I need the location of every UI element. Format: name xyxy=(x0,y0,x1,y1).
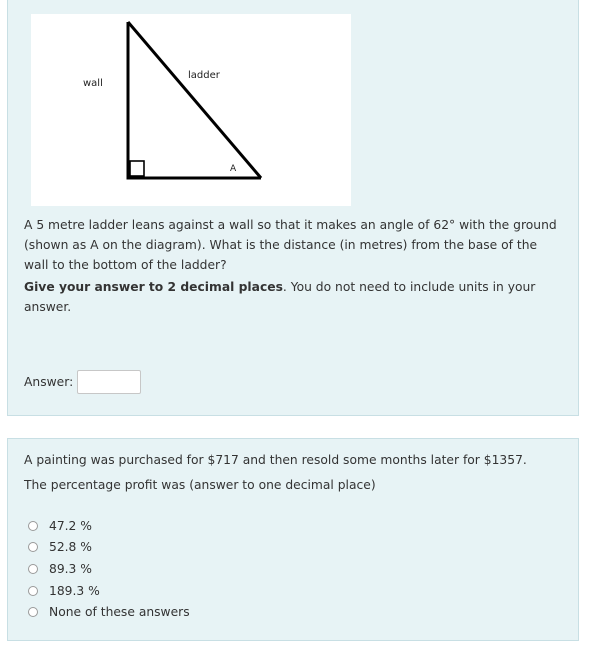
option-89-3[interactable] xyxy=(28,558,190,580)
instruction-rest: . You do not need to include units in your answer. xyxy=(24,280,536,314)
option-label: 47.2 % xyxy=(49,518,92,533)
radio-button[interactable] xyxy=(28,607,38,617)
option-47-2[interactable] xyxy=(28,515,190,537)
angle-a-label: A xyxy=(230,164,237,174)
question-1-text: A 5 metre ladder leans against a wall so that it makes an angle of 62° with the ground (shown as A on the diagram). What is the distance (in metres) from the base of the wall to the bottom of the ladder? xyxy=(24,218,557,272)
option-52-8[interactable] xyxy=(28,537,190,559)
question-card-2 xyxy=(7,438,579,641)
answer-options xyxy=(28,515,190,623)
option-label: 189.3 % xyxy=(49,583,100,598)
ladder-line xyxy=(128,22,261,178)
option-label: 89.3 % xyxy=(49,561,92,576)
ladder-diagram-svg xyxy=(31,14,351,206)
radio-button[interactable] xyxy=(28,521,38,531)
radio-button[interactable] xyxy=(28,564,38,574)
question-2-line-2: The percentage profit was (answer to one decimal place) xyxy=(24,478,376,492)
option-none[interactable] xyxy=(28,601,190,623)
instruction-bold: Give your answer to 2 decimal places xyxy=(24,280,283,294)
question-card-1 xyxy=(7,0,579,416)
answer-row xyxy=(24,370,141,394)
option-label: None of these answers xyxy=(49,605,190,620)
answer-input[interactable] xyxy=(77,370,141,394)
radio-button[interactable] xyxy=(28,586,38,596)
right-angle-marker xyxy=(130,161,144,176)
option-189-3[interactable] xyxy=(28,580,190,602)
option-label: 52.8 % xyxy=(49,540,92,555)
ladder-label: ladder xyxy=(188,70,220,81)
answer-label: Answer: xyxy=(24,375,74,389)
question-1-instruction xyxy=(24,277,564,317)
question-2-line-1: A painting was purchased for $717 and then resold some months later for $1357. xyxy=(24,453,527,467)
radio-button[interactable] xyxy=(28,542,38,552)
ladder-diagram xyxy=(31,14,351,206)
wall-label: wall xyxy=(83,78,103,89)
